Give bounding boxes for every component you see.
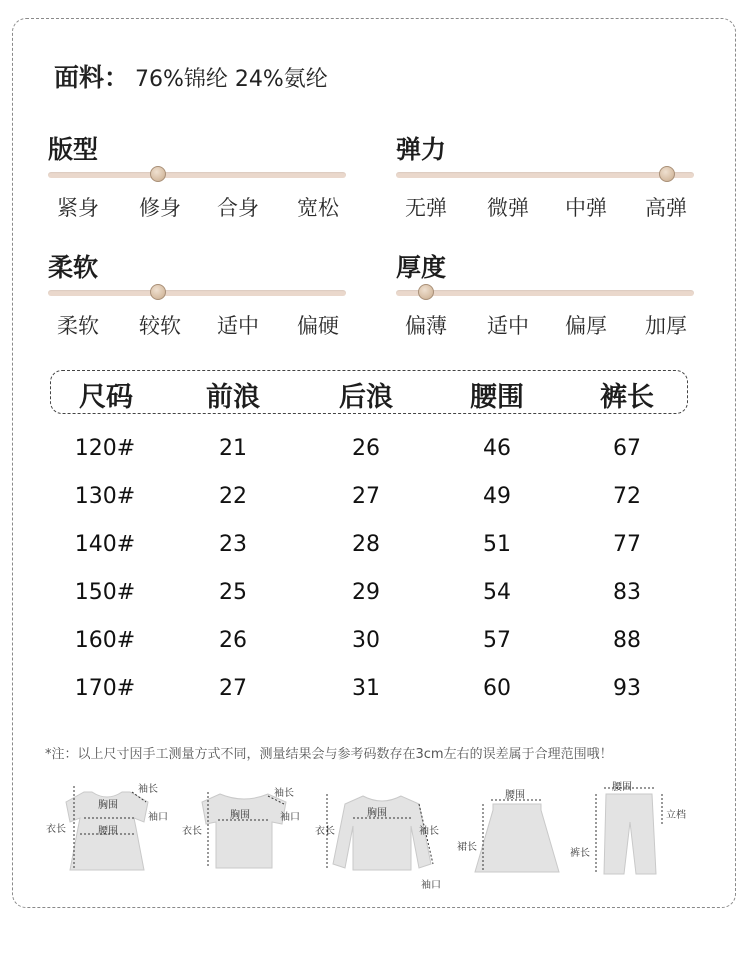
diagram-label: 衣长 <box>315 826 335 837</box>
size-table-header <box>50 370 688 414</box>
table-cell: 150# <box>74 580 136 605</box>
diagram-label: 袖长 <box>138 784 158 795</box>
table-cell: 49 <box>483 484 511 509</box>
diagram-label: 袖口 <box>280 812 300 823</box>
attribute-level-knob <box>659 166 675 182</box>
diagram-label: 腰围 <box>612 782 632 793</box>
diagram-label: 袖长 <box>419 826 439 837</box>
table-cell: 46 <box>483 436 511 461</box>
fabric-label: 面料： <box>54 63 130 92</box>
attribute-level-knob <box>150 284 166 300</box>
attribute-option: 中弹 <box>565 196 607 220</box>
table-cell: 88 <box>613 628 641 653</box>
attribute-option: 微弹 <box>487 196 529 220</box>
diagram-label: 衣长 <box>46 824 66 835</box>
table-row <box>0 436 750 466</box>
table-row <box>0 628 750 658</box>
attribute-option: 修身 <box>139 196 181 220</box>
column-header: 后浪 <box>339 382 393 413</box>
table-row <box>0 676 750 706</box>
table-cell: 77 <box>613 532 641 557</box>
table-cell: 25 <box>219 580 247 605</box>
attribute-track <box>48 170 346 180</box>
pants-illustration <box>570 778 700 882</box>
table-cell: 27 <box>352 484 380 509</box>
table-cell: 29 <box>352 580 380 605</box>
diagram-label: 衣长 <box>182 826 202 837</box>
attribute-option: 合身 <box>217 196 259 220</box>
attribute-option: 紧身 <box>57 196 99 220</box>
diagram-label: 裙长 <box>457 842 477 853</box>
measurement-note: *注：以上尺寸因手工测量方式不同，测量结果会与参考码数存在3cm左右的误差属于合理范围哦！ <box>45 747 613 762</box>
attribute-option: 高弹 <box>645 196 687 220</box>
diagram-label: 袖长 <box>274 788 294 799</box>
attribute-title: 柔软 <box>48 253 99 282</box>
table-cell: 67 <box>613 436 641 461</box>
attribute-level-knob <box>418 284 434 300</box>
table-cell: 30 <box>352 628 380 653</box>
table-row <box>0 580 750 610</box>
skirt-diagram <box>455 784 580 884</box>
diagram-label: 胸围 <box>98 800 118 811</box>
diagram-label: 袖口 <box>148 812 168 823</box>
table-cell: 93 <box>613 676 641 701</box>
table-cell: 22 <box>219 484 247 509</box>
attribute-options <box>396 310 694 340</box>
table-row <box>0 484 750 514</box>
table-cell: 57 <box>483 628 511 653</box>
attribute-title: 版型 <box>48 135 99 164</box>
pants-diagram <box>570 778 700 882</box>
table-cell: 120# <box>74 436 136 461</box>
column-header: 裤长 <box>600 382 654 413</box>
table-cell: 26 <box>352 436 380 461</box>
attribute-option: 柔软 <box>57 314 99 338</box>
attribute-track <box>396 288 694 298</box>
attribute-options <box>396 192 694 222</box>
sweater-diagram <box>315 784 450 894</box>
attribute-option: 适中 <box>217 314 259 338</box>
attribute-level-knob <box>150 166 166 182</box>
attribute-softness <box>48 248 346 348</box>
attribute-fit <box>48 130 346 230</box>
table-cell: 54 <box>483 580 511 605</box>
table-cell: 28 <box>352 532 380 557</box>
table-cell: 26 <box>219 628 247 653</box>
attribute-track <box>396 170 694 180</box>
table-cell: 51 <box>483 532 511 557</box>
attribute-option: 偏薄 <box>405 314 447 338</box>
diagram-label: 胸围 <box>367 808 387 819</box>
attribute-option: 偏厚 <box>565 314 607 338</box>
attribute-option: 宽松 <box>297 196 339 220</box>
tshirt-diagram <box>180 782 310 878</box>
table-cell: 160# <box>74 628 136 653</box>
attribute-options <box>48 310 346 340</box>
diagram-label: 裤长 <box>570 848 590 859</box>
diagram-label: 立档 <box>666 810 686 821</box>
diagram-label: 袖口 <box>421 880 441 891</box>
attribute-option: 偏硬 <box>297 314 339 338</box>
table-cell: 130# <box>74 484 136 509</box>
table-cell: 72 <box>613 484 641 509</box>
diagram-label: 腰围 <box>98 826 118 837</box>
dress-diagram <box>40 778 175 878</box>
table-cell: 21 <box>219 436 247 461</box>
attribute-title: 弹力 <box>396 135 447 164</box>
table-row <box>0 532 750 562</box>
fabric-value: 76%锦纶 24%氨纶 <box>135 67 328 92</box>
table-cell: 23 <box>219 532 247 557</box>
table-cell: 31 <box>352 676 380 701</box>
attribute-option: 加厚 <box>645 314 687 338</box>
column-header: 前浪 <box>206 382 260 413</box>
attribute-option: 较软 <box>139 314 181 338</box>
table-cell: 140# <box>74 532 136 557</box>
fabric-info <box>54 58 328 94</box>
column-header: 尺码 <box>79 382 133 413</box>
attribute-option: 无弹 <box>405 196 447 220</box>
attribute-thickness <box>396 248 694 348</box>
attribute-elasticity <box>396 130 694 230</box>
diagram-label: 腰围 <box>505 790 525 801</box>
attribute-option: 适中 <box>487 314 529 338</box>
attribute-options <box>48 192 346 222</box>
attribute-title: 厚度 <box>396 253 447 282</box>
table-cell: 170# <box>74 676 136 701</box>
table-cell: 83 <box>613 580 641 605</box>
attribute-track <box>48 288 346 298</box>
diagram-label: 胸围 <box>230 810 250 821</box>
table-cell: 60 <box>483 676 511 701</box>
table-cell: 27 <box>219 676 247 701</box>
column-header: 腰围 <box>470 382 524 413</box>
